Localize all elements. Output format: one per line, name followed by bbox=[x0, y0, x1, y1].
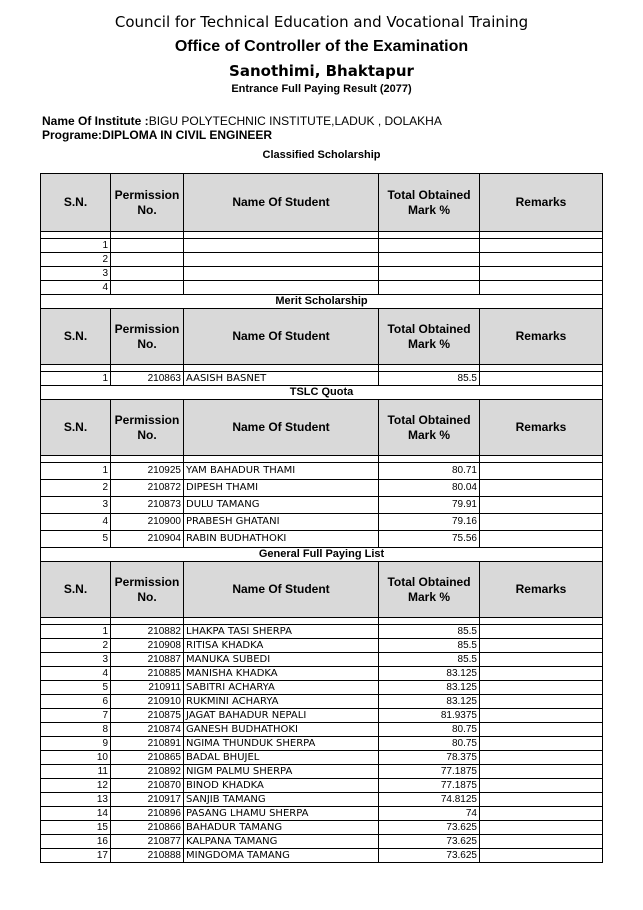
cell-remarks bbox=[480, 779, 603, 793]
table-row bbox=[41, 239, 603, 253]
cell-sn: 3 bbox=[41, 497, 111, 514]
cell-sn: 17 bbox=[41, 849, 111, 863]
cell-remarks bbox=[480, 625, 603, 639]
table-row bbox=[41, 463, 603, 480]
cell-marks: 77.1875 bbox=[379, 765, 480, 779]
office-title: Office of Controller of the Examination bbox=[174, 38, 469, 55]
column-header-row bbox=[41, 400, 603, 456]
cell-marks bbox=[379, 267, 480, 281]
cell-name: BAHADUR TAMANG bbox=[184, 821, 379, 835]
table-row bbox=[41, 253, 603, 267]
cell-marks: 80.75 bbox=[379, 723, 480, 737]
spacer-cell bbox=[184, 456, 379, 463]
table-row bbox=[41, 681, 603, 695]
column-header-remarks: Remarks bbox=[480, 400, 603, 456]
cell-marks: 73.625 bbox=[379, 849, 480, 863]
table-row bbox=[41, 751, 603, 765]
cell-marks: 83.125 bbox=[379, 681, 480, 695]
council-title: Council for Technical Education and Vocational Training bbox=[114, 13, 529, 31]
cell-permission: 210865 bbox=[111, 751, 184, 765]
cell-permission: 210870 bbox=[111, 779, 184, 793]
cell-sn: 1 bbox=[41, 625, 111, 639]
institute-value: BIGU POLYTECHNIC INSTITUTE,LADUK , DOLAKHA bbox=[148, 114, 442, 128]
table-row bbox=[41, 779, 603, 793]
cell-name: NIGM PALMU SHERPA bbox=[184, 765, 379, 779]
location-title: Sanothimi, Bhaktapur bbox=[229, 62, 414, 80]
cell-name: MINGDOMA TAMANG bbox=[184, 849, 379, 863]
spacer-cell bbox=[111, 232, 184, 239]
spacer-cell bbox=[184, 365, 379, 372]
spacer-cell bbox=[379, 365, 480, 372]
programme-value: DIPLOMA IN CIVIL ENGINEER bbox=[102, 128, 273, 142]
cell-name: MANISHA KHADKA bbox=[184, 667, 379, 681]
cell-sn: 9 bbox=[41, 737, 111, 751]
cell-remarks bbox=[480, 709, 603, 723]
cell-sn: 7 bbox=[41, 709, 111, 723]
cell-sn: 2 bbox=[41, 480, 111, 497]
cell-permission: 210925 bbox=[111, 463, 184, 480]
cell-remarks bbox=[480, 372, 603, 386]
cell-permission: 210887 bbox=[111, 653, 184, 667]
cell-name: DULU TAMANG bbox=[184, 497, 379, 514]
spacer-cell bbox=[480, 365, 603, 372]
table-row bbox=[41, 821, 603, 835]
column-header-sn: S.N. bbox=[41, 309, 111, 365]
column-header-name: Name Of Student bbox=[184, 400, 379, 456]
cell-marks: 74.8125 bbox=[379, 793, 480, 807]
cell-sn: 13 bbox=[41, 793, 111, 807]
cell-name: DIPESH THAMI bbox=[184, 480, 379, 497]
table-row bbox=[41, 653, 603, 667]
column-header-remarks: Remarks bbox=[480, 562, 603, 618]
cell-marks: 80.75 bbox=[379, 737, 480, 751]
cell-marks: 85.5 bbox=[379, 372, 480, 386]
table-row bbox=[41, 723, 603, 737]
cell-sn: 4 bbox=[41, 514, 111, 531]
cell-marks: 80.71 bbox=[379, 463, 480, 480]
table-row bbox=[41, 281, 603, 295]
cell-remarks bbox=[480, 253, 603, 267]
column-header-permission: Permission No. bbox=[111, 562, 184, 618]
cell-sn: 1 bbox=[41, 239, 111, 253]
table-row bbox=[41, 372, 603, 386]
column-header-permission: Permission No. bbox=[111, 174, 184, 232]
spacer-cell bbox=[41, 365, 111, 372]
spacer-cell bbox=[184, 232, 379, 239]
cell-remarks bbox=[480, 765, 603, 779]
cell-permission: 210892 bbox=[111, 765, 184, 779]
spacer-cell bbox=[379, 232, 480, 239]
table-row bbox=[41, 531, 603, 548]
programme-line bbox=[42, 128, 272, 142]
spacer-row bbox=[41, 618, 603, 625]
cell-name: GANESH BUDHATHOKI bbox=[184, 723, 379, 737]
cell-name: BINOD KHADKA bbox=[184, 779, 379, 793]
cell-marks: 80.04 bbox=[379, 480, 480, 497]
cell-name bbox=[184, 267, 379, 281]
cell-remarks bbox=[480, 681, 603, 695]
merit-scholarship-title: Merit Scholarship bbox=[41, 295, 603, 309]
cell-permission bbox=[111, 267, 184, 281]
table-row bbox=[41, 765, 603, 779]
cell-name: KALPANA TAMANG bbox=[184, 835, 379, 849]
programme-label: Programe: bbox=[42, 128, 103, 142]
cell-permission: 210904 bbox=[111, 531, 184, 548]
cell-remarks bbox=[480, 653, 603, 667]
cell-sn: 1 bbox=[41, 463, 111, 480]
cell-permission bbox=[111, 239, 184, 253]
cell-name: MANUKA SUBEDI bbox=[184, 653, 379, 667]
cell-name bbox=[184, 281, 379, 295]
cell-permission: 210917 bbox=[111, 793, 184, 807]
cell-sn: 11 bbox=[41, 765, 111, 779]
cell-sn: 10 bbox=[41, 751, 111, 765]
cell-remarks bbox=[480, 737, 603, 751]
spacer-cell bbox=[379, 618, 480, 625]
table-row bbox=[41, 737, 603, 751]
cell-marks: 85.5 bbox=[379, 653, 480, 667]
table-row bbox=[41, 807, 603, 821]
spacer-cell bbox=[41, 618, 111, 625]
table-row bbox=[41, 514, 603, 531]
spacer-cell bbox=[41, 456, 111, 463]
table-row bbox=[41, 625, 603, 639]
table-row bbox=[41, 667, 603, 681]
section-row bbox=[41, 386, 603, 400]
cell-permission: 210891 bbox=[111, 737, 184, 751]
cell-permission: 210866 bbox=[111, 821, 184, 835]
cell-sn: 2 bbox=[41, 639, 111, 653]
cell-marks: 78.375 bbox=[379, 751, 480, 765]
cell-remarks bbox=[480, 723, 603, 737]
cell-remarks bbox=[480, 751, 603, 765]
cell-marks: 81.9375 bbox=[379, 709, 480, 723]
spacer-cell bbox=[111, 456, 184, 463]
spacer-cell bbox=[480, 456, 603, 463]
cell-marks: 83.125 bbox=[379, 667, 480, 681]
cell-remarks bbox=[480, 463, 603, 480]
table-row bbox=[41, 709, 603, 723]
cell-name: NGIMA THUNDUK SHERPA bbox=[184, 737, 379, 751]
general-full-paying-title: General Full Paying List bbox=[41, 548, 603, 562]
cell-sn: 14 bbox=[41, 807, 111, 821]
cell-sn: 16 bbox=[41, 835, 111, 849]
cell-remarks bbox=[480, 497, 603, 514]
table-row bbox=[41, 849, 603, 863]
cell-marks: 85.5 bbox=[379, 625, 480, 639]
cell-marks: 85.5 bbox=[379, 639, 480, 653]
column-header-sn: S.N. bbox=[41, 400, 111, 456]
cell-name: BADAL BHUJEL bbox=[184, 751, 379, 765]
cell-marks: 73.625 bbox=[379, 821, 480, 835]
column-header-name: Name Of Student bbox=[184, 309, 379, 365]
cell-permission: 210908 bbox=[111, 639, 184, 653]
cell-permission: 210877 bbox=[111, 835, 184, 849]
column-header-remarks: Remarks bbox=[480, 174, 603, 232]
cell-sn: 3 bbox=[41, 267, 111, 281]
table-row bbox=[41, 639, 603, 653]
column-header-row bbox=[41, 174, 603, 232]
cell-remarks bbox=[480, 849, 603, 863]
cell-name bbox=[184, 239, 379, 253]
section-row bbox=[41, 548, 603, 562]
cell-permission: 210882 bbox=[111, 625, 184, 639]
cell-permission: 210863 bbox=[111, 372, 184, 386]
tslc-quota-title: TSLC Quota bbox=[41, 386, 603, 400]
spacer-cell bbox=[379, 456, 480, 463]
cell-sn: 5 bbox=[41, 681, 111, 695]
column-header-row bbox=[41, 562, 603, 618]
column-header-permission: Permission No. bbox=[111, 400, 184, 456]
cell-marks bbox=[379, 239, 480, 253]
cell-permission: 210872 bbox=[111, 480, 184, 497]
cell-permission: 210896 bbox=[111, 807, 184, 821]
cell-sn: 8 bbox=[41, 723, 111, 737]
cell-name: JAGAT BAHADUR NEPALI bbox=[184, 709, 379, 723]
cell-sn: 2 bbox=[41, 253, 111, 267]
cell-marks bbox=[379, 281, 480, 295]
cell-marks bbox=[379, 253, 480, 267]
cell-marks: 77.1875 bbox=[379, 779, 480, 793]
cell-marks: 79.16 bbox=[379, 514, 480, 531]
table-row bbox=[41, 835, 603, 849]
table-row bbox=[41, 695, 603, 709]
cell-remarks bbox=[480, 480, 603, 497]
cell-marks: 75.56 bbox=[379, 531, 480, 548]
cell-marks: 83.125 bbox=[379, 695, 480, 709]
cell-remarks bbox=[480, 667, 603, 681]
column-header-marks: Total Obtained Mark % bbox=[379, 309, 480, 365]
table-row bbox=[41, 793, 603, 807]
cell-permission: 210911 bbox=[111, 681, 184, 695]
spacer-cell bbox=[480, 232, 603, 239]
cell-remarks bbox=[480, 639, 603, 653]
spacer-cell bbox=[41, 232, 111, 239]
column-header-permission: Permission No. bbox=[111, 309, 184, 365]
cell-marks: 74 bbox=[379, 807, 480, 821]
spacer-row bbox=[41, 232, 603, 239]
cell-marks: 79.91 bbox=[379, 497, 480, 514]
cell-marks: 73.625 bbox=[379, 835, 480, 849]
result-title: Entrance Full Paying Result (2077) bbox=[231, 83, 412, 95]
cell-name: SANJIB TAMANG bbox=[184, 793, 379, 807]
cell-name: RITISA KHADKA bbox=[184, 639, 379, 653]
cell-name: PASANG LHAMU SHERPA bbox=[184, 807, 379, 821]
cell-name: SABITRI ACHARYA bbox=[184, 681, 379, 695]
cell-permission: 210885 bbox=[111, 667, 184, 681]
spacer-row bbox=[41, 365, 603, 372]
result-table bbox=[40, 173, 603, 863]
cell-permission: 210900 bbox=[111, 514, 184, 531]
cell-sn: 5 bbox=[41, 531, 111, 548]
cell-remarks bbox=[480, 695, 603, 709]
column-header-marks: Total Obtained Mark % bbox=[379, 562, 480, 618]
institute-line bbox=[42, 114, 442, 128]
cell-name: RABIN BUDHATHOKI bbox=[184, 531, 379, 548]
spacer-cell bbox=[480, 618, 603, 625]
cell-remarks bbox=[480, 531, 603, 548]
institute-label: Name Of Institute : bbox=[42, 114, 149, 128]
cell-permission: 210875 bbox=[111, 709, 184, 723]
cell-sn: 15 bbox=[41, 821, 111, 835]
column-header-marks: Total Obtained Mark % bbox=[379, 400, 480, 456]
cell-name: PRABESH GHATANI bbox=[184, 514, 379, 531]
cell-remarks bbox=[480, 281, 603, 295]
cell-permission: 210873 bbox=[111, 497, 184, 514]
column-header-remarks: Remarks bbox=[480, 309, 603, 365]
table-row bbox=[41, 480, 603, 497]
spacer-cell bbox=[111, 365, 184, 372]
cell-permission bbox=[111, 281, 184, 295]
column-header-row bbox=[41, 309, 603, 365]
cell-remarks bbox=[480, 267, 603, 281]
cell-remarks bbox=[480, 514, 603, 531]
cell-remarks bbox=[480, 239, 603, 253]
column-header-name: Name Of Student bbox=[184, 562, 379, 618]
cell-name: AASISH BASNET bbox=[184, 372, 379, 386]
spacer-row bbox=[41, 456, 603, 463]
cell-permission: 210910 bbox=[111, 695, 184, 709]
cell-name: RUKMINI ACHARYA bbox=[184, 695, 379, 709]
column-header-marks: Total Obtained Mark % bbox=[379, 174, 480, 232]
cell-sn: 4 bbox=[41, 281, 111, 295]
cell-name: LHAKPA TASI SHERPA bbox=[184, 625, 379, 639]
spacer-cell bbox=[111, 618, 184, 625]
cell-permission bbox=[111, 253, 184, 267]
classified-scholarship-title: Classified Scholarship bbox=[262, 149, 381, 161]
result-table-body bbox=[41, 174, 603, 863]
column-header-sn: S.N. bbox=[41, 562, 111, 618]
cell-remarks bbox=[480, 807, 603, 821]
cell-permission: 210874 bbox=[111, 723, 184, 737]
spacer-cell bbox=[184, 618, 379, 625]
cell-permission: 210888 bbox=[111, 849, 184, 863]
cell-name bbox=[184, 253, 379, 267]
table-row bbox=[41, 497, 603, 514]
cell-remarks bbox=[480, 835, 603, 849]
section-row bbox=[41, 295, 603, 309]
cell-sn: 6 bbox=[41, 695, 111, 709]
cell-remarks bbox=[480, 793, 603, 807]
cell-sn: 12 bbox=[41, 779, 111, 793]
table-row bbox=[41, 267, 603, 281]
cell-sn: 4 bbox=[41, 667, 111, 681]
column-header-name: Name Of Student bbox=[184, 174, 379, 232]
cell-remarks bbox=[480, 821, 603, 835]
column-header-sn: S.N. bbox=[41, 174, 111, 232]
cell-name: YAM BAHADUR THAMI bbox=[184, 463, 379, 480]
cell-sn: 3 bbox=[41, 653, 111, 667]
cell-sn: 1 bbox=[41, 372, 111, 386]
